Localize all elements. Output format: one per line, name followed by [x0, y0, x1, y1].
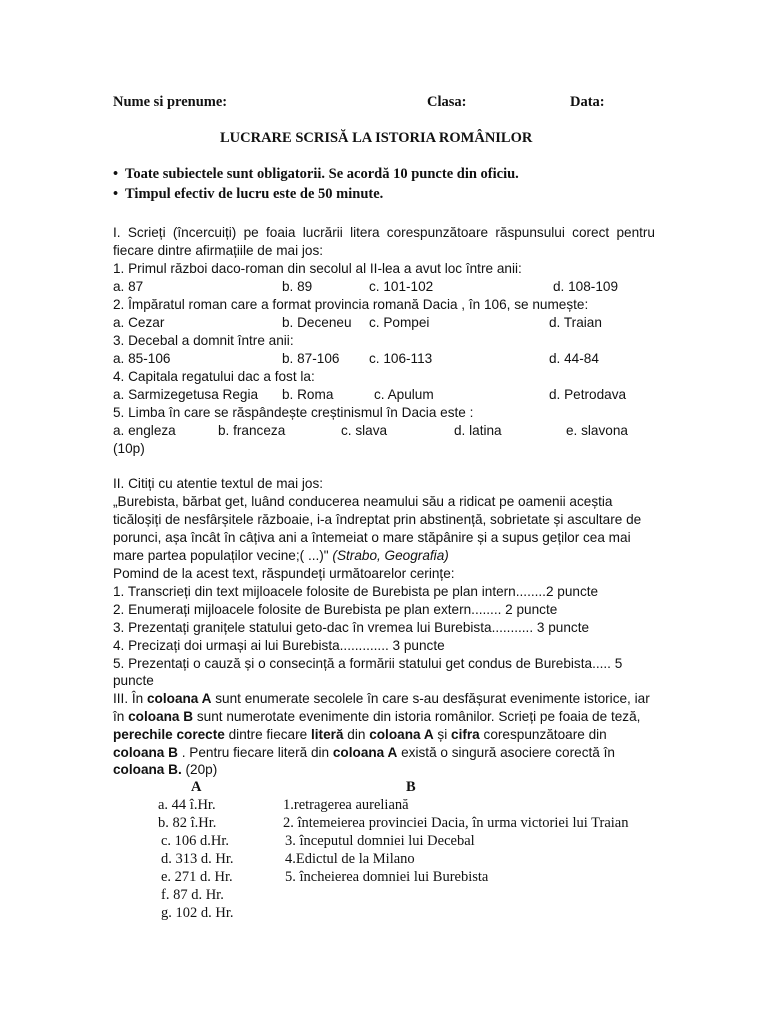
column-b-header: B: [406, 779, 416, 795]
q3-option-c: c. 106-113: [369, 351, 433, 366]
task-1: 1. Transcrieți din text mijloacele folosite de Burebista pe plan intern........2 puncte: [113, 584, 599, 599]
q5-option-c: c. slava: [341, 423, 388, 438]
section3-line-1: III. În coloana A sunt enumerate secolele în care s-au desfășurat evenimente istorice, iar: [113, 691, 650, 706]
q3-option-d: d. 44-84: [549, 351, 599, 366]
quote-line-2: ticăloșiți de nesfârșitele războaie, i-a îndreptat prin abstinență, sobrietate și ascultare de: [113, 512, 642, 527]
task-5: 5. Prezentați o cauză și o consecință a formării statului get condus de Burebista..... 5: [113, 656, 623, 671]
column-b-item-4: 4.Edictul de la Milano: [285, 851, 415, 867]
q2-text: 2. Împăratul roman care a format provincia romană Dacia , în 106, se numește:: [113, 297, 589, 312]
rule-2: • Timpul efectiv de lucru este de 50 minute.: [113, 186, 384, 202]
column-b-item-3: 3. începutul domniei lui Decebal: [285, 833, 475, 849]
q2-option-a: a. Cezar: [113, 315, 165, 330]
q3-option-a: a. 85-106: [113, 351, 171, 366]
task-5-cont: puncte: [113, 673, 154, 688]
column-a-item-c: c. 106 d.Hr.: [161, 833, 230, 849]
quote-source: (Strabo, Geografia): [332, 548, 449, 563]
q5-option-b: b. franceza: [218, 423, 286, 438]
q3-option-b: b. 87-106: [282, 351, 340, 366]
section3-line-2: în coloana B sunt numerotate evenimente din istoria românilor. Scrieți pe foaia de teză,: [113, 709, 641, 724]
column-b-item-1: 1.retragerea aureliană: [283, 797, 409, 813]
q4-option-d: d. Petrodava: [549, 387, 627, 402]
q5-option-a: a. engleza: [113, 423, 176, 438]
q5-option-e: e. slavona: [566, 423, 628, 438]
section2-intro: II. Citiți cu atentie textul de mai jos:: [113, 476, 324, 491]
bullet-icon: •: [113, 166, 119, 182]
quote-line-3: porunci, așa încât în câțiva ani a întemeiat o mare stăpânire și a supus geților cea mai: [113, 530, 631, 545]
column-a-item-b: b. 82 î.Hr.: [158, 815, 217, 831]
q1-text: 1. Primul război daco-roman din secolul al II-lea a avut loc între anii:: [113, 261, 522, 276]
q4-text: 4. Capitala regatului dac a fost la:: [113, 369, 315, 384]
column-a-header: A: [191, 779, 202, 795]
task-2: 2. Enumerați mijloacele folosite de Burebista pe plan extern........ 2 puncte: [113, 602, 558, 617]
quote-line-4: mare partea populaților vecine;( ...)" (Strabo, Geografia): [113, 548, 449, 563]
task-3: 3. Prezentați granițele statului geto-dac în vremea lui Burebista........... 3 puncte: [113, 620, 590, 635]
section1-points: (10p): [113, 441, 145, 456]
q1-option-a: a. 87: [113, 279, 144, 294]
q1-option-c: c. 101-102: [369, 279, 434, 294]
q1-option-d: d. 108-109: [553, 279, 619, 294]
column-a-item-e: e. 271 d. Hr.: [161, 869, 233, 885]
q2-option-d: d. Traian: [549, 315, 602, 330]
q5-option-d: d. latina: [454, 423, 502, 438]
page-title: LUCRARE SCRISĂ LA ISTORIA ROMÂNILOR: [220, 130, 533, 146]
q4-option-b: b. Roma: [282, 387, 334, 402]
column-a-item-a: a. 44 î.Hr.: [158, 797, 216, 813]
quote-line-1: „Burebista, bărbat get, luând conducerea neamului său a ridicat pe oamenii aceștia: [113, 494, 613, 509]
column-a-item-f: f. 87 d. Hr.: [161, 887, 224, 903]
name-label: Nume si prenume:: [113, 94, 228, 110]
bullet-icon: •: [113, 186, 119, 202]
q2-option-b: b. Deceneu: [282, 315, 352, 330]
rule-1: • Toate subiectele sunt obligatorii. Se acordă 10 puncte din oficiu.: [113, 166, 519, 182]
date-label: Data:: [570, 94, 605, 110]
q4-option-a: a. Sarmizegetusa Regia: [113, 387, 259, 402]
column-b-item-2: 2. întemeierea provinciei Dacia, în urma victoriei lui Traian: [283, 815, 629, 831]
section3-line-4: coloana B . Pentru fiecare literă din coloana A există o singură asociere corectă în: [113, 745, 615, 760]
q1-option-b: b. 89: [282, 279, 313, 294]
section1-intro-1: I. Scrieți (încercuiți) pe foaia lucrării litera corespunzătoare răspunsului corect pentru: [113, 225, 655, 240]
column-b-item-5: 5. încheierea domniei lui Burebista: [285, 869, 489, 885]
q4-option-c: c. Apulum: [374, 387, 434, 402]
class-label: Clasa:: [427, 94, 467, 110]
section3-line-5: coloana B. (20p): [113, 762, 218, 777]
q5-text: 5. Limba în care se răspândește creștinismul în Dacia este :: [113, 405, 474, 420]
column-a-item-g: g. 102 d. Hr.: [161, 905, 234, 921]
section3-line-3: perechile corecte dintre fiecare literă din coloana A și cifra corespunzătoare din: [113, 727, 607, 742]
task-intro: Pomind de la acest text, răspundeți următoarelor cerințe:: [113, 566, 455, 581]
task-4: 4. Precizați doi urmași ai lui Burebista............. 3 puncte: [113, 638, 445, 653]
column-a-item-d: d. 313 d. Hr.: [161, 851, 234, 867]
section1-intro-2: fiecare dintre afirmațiile de mai jos:: [113, 243, 324, 258]
q2-option-c: c. Pompei: [369, 315, 430, 330]
q3-text: 3. Decebal a domnit între anii:: [113, 333, 294, 348]
